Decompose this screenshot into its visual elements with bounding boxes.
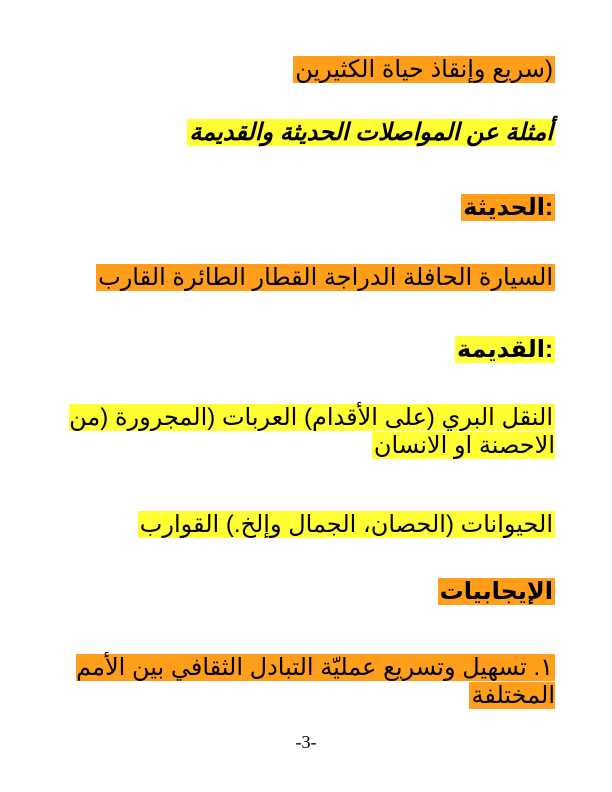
highlighted-heading: أمثلة عن المواصلات الحديثة والقديمة xyxy=(189,119,553,146)
heading-modern xyxy=(461,193,555,223)
page-number: -3- xyxy=(295,732,317,752)
text-modern-list xyxy=(96,263,555,293)
heading-examples xyxy=(187,118,555,148)
text-advantage-1 xyxy=(55,654,555,710)
highlighted-heading: :الحديثة xyxy=(463,194,553,221)
text-line-1 xyxy=(293,55,555,85)
highlighted-heading: الإيجابيات xyxy=(439,578,553,605)
highlighted-text: ١. تسهيل وتسريع عمليّة التبادل الثقافي بين الأمم المختلفة xyxy=(76,654,555,709)
highlighted-text: (سريع وإنقاذ حياة الكثيرين xyxy=(295,56,553,83)
text-animals-list xyxy=(138,510,555,540)
text-old-list xyxy=(55,404,555,460)
highlighted-text: الحيوانات (الحصان، الجمال وإلخ.) القوارب xyxy=(139,511,553,538)
heading-advantages xyxy=(438,577,555,607)
highlighted-text: النقل البري (على الأقدام) العربات (المجرورة (من الاحصنة او الانسان xyxy=(69,404,555,459)
heading-old xyxy=(455,335,555,365)
highlighted-text: السيارة الحافلة الدراجة القطار الطائرة القارب xyxy=(98,264,553,291)
highlighted-heading: :القديمة xyxy=(456,336,553,363)
